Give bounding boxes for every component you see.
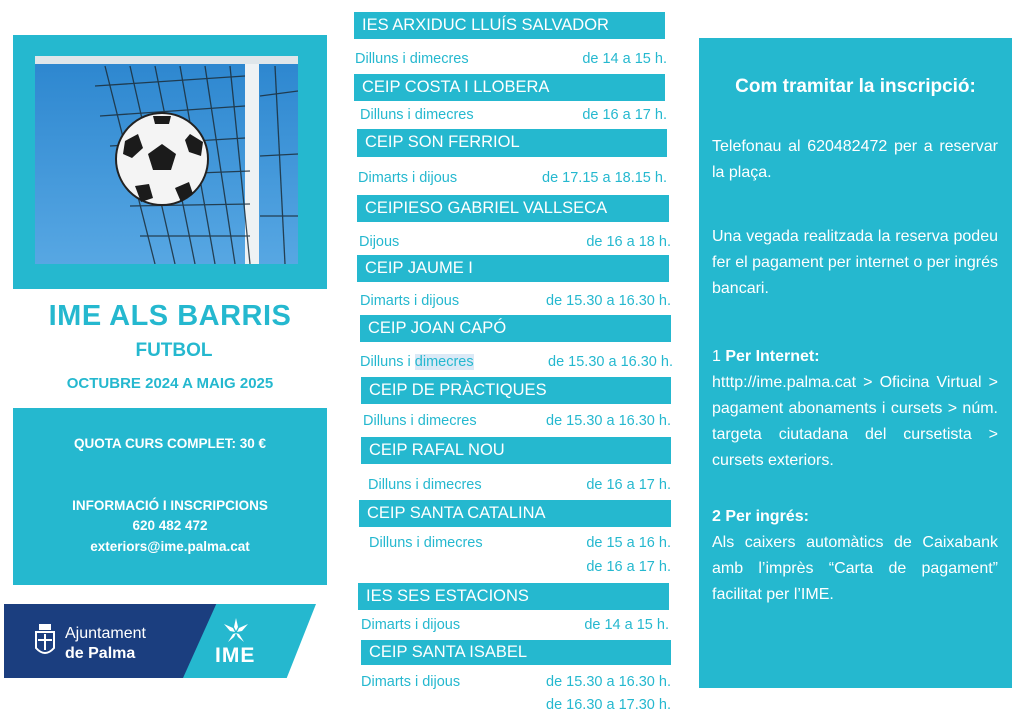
- ajuntament-logo-line2: de Palma: [65, 645, 136, 662]
- school-header: [354, 12, 665, 39]
- school-header: [354, 74, 665, 101]
- step-number: 1: [712, 348, 726, 365]
- school-header: [361, 640, 671, 665]
- payment-paragraph: Una vegada realitzada la reserva podeu fer el pagament per internet o per ingrés bancari.: [712, 228, 998, 297]
- school-name: IES SES ESTACIONS: [366, 587, 529, 605]
- school-days: Dilluns i dimecres: [363, 413, 477, 429]
- school-header: [358, 583, 669, 610]
- school-name: CEIP SANTA CATALINA: [367, 504, 546, 522]
- school-days: Dimarts i dijous: [361, 674, 461, 690]
- school-days: Dimarts i dijous: [358, 170, 458, 186]
- school-time: de 14 a 15 h.: [584, 617, 669, 633]
- school-time: de 16 a 17 h.: [586, 477, 671, 493]
- school-time: de 15.30 a 16.30 h.: [546, 293, 671, 309]
- school-name: CEIP SANTA ISABEL: [369, 643, 528, 661]
- school-days: Dilluns i dimecres: [355, 51, 469, 67]
- school-header: [360, 315, 671, 342]
- school-header: [359, 500, 671, 527]
- internet-paragraph: [712, 344, 998, 474]
- bank-body: Als caixers automàtics de Caixabank amb l’imprès “Carta de pagament” facilitat per l’IME.: [712, 534, 998, 603]
- info-title: INFORMACIÓ I INSCRIPCIONS: [72, 498, 268, 513]
- soccer-ball-icon: [116, 113, 208, 205]
- school-time: de 16 a 17 h.: [582, 107, 667, 123]
- school-days: [360, 354, 474, 370]
- page-title: IME ALS BARRIS: [48, 300, 292, 332]
- soccer-goal-photo: [35, 56, 298, 264]
- school-time: de 15.30 a 16.30 h.: [546, 674, 671, 690]
- registration-title: Com tramitar la inscripció:: [735, 76, 976, 97]
- school-days: Dilluns i dimecres: [369, 535, 483, 551]
- school-name: CEIP JAUME I: [365, 259, 473, 277]
- school-days: Dilluns i dimecres: [368, 477, 482, 493]
- palma-coat-of-arms-icon: [30, 622, 60, 667]
- info-email[interactable]: exteriors@ime.palma.cat: [90, 539, 250, 554]
- school-days: Dilluns i dimecres: [360, 107, 474, 123]
- school-time: de 17.15 a 18.15 h.: [542, 170, 667, 186]
- school-time: de 15.30 a 16.30 h.: [548, 354, 673, 370]
- school-days: Dijous: [359, 234, 400, 250]
- school-time: de 15 a 16 h.: [586, 535, 671, 551]
- school-name: CEIPIESO GABRIEL VALLSECA: [365, 199, 608, 217]
- season-dates: OCTUBRE 2024 A MAIG 2025: [66, 375, 274, 392]
- registration-panel: [699, 38, 1012, 688]
- school-name: IES ARXIDUC LLUÍS SALVADOR: [362, 16, 609, 34]
- bank-heading: 2 Per ingrés:: [712, 508, 809, 525]
- internet-heading: Per Internet:: [725, 348, 820, 365]
- sport-subtitle: FUTBOL: [135, 340, 213, 361]
- bank-paragraph: [712, 504, 998, 608]
- school-header: [361, 377, 671, 404]
- quota-text: QUOTA CURS COMPLET: 30 €: [73, 436, 267, 451]
- internet-body[interactable]: htttp://ime.palma.cat > Oficina Virtual > pagament abonaments i cursets > núm. targeta ciutadana del cursetista > cursets exteriors.: [712, 374, 998, 469]
- school-time: de 15.30 a 16.30 h.: [546, 413, 671, 429]
- school-name: CEIP JOAN CAPÓ: [368, 319, 507, 337]
- school-days: Dimarts i dijous: [360, 293, 460, 309]
- school-header: [361, 437, 671, 464]
- school-time: de 16 a 18 h.: [586, 234, 671, 250]
- ajuntament-logo-line1: Ajuntament: [65, 625, 146, 642]
- ime-logo-text: IME: [215, 644, 256, 667]
- school-header: [357, 195, 669, 222]
- school-name: CEIP SON FERRIOL: [365, 133, 520, 151]
- school-name: CEIP RAFAL NOU: [369, 441, 505, 459]
- school-header: [357, 129, 667, 157]
- highlighted-text[interactable]: dimecres: [414, 354, 474, 370]
- school-name: CEIP DE PRÀCTIQUES: [369, 381, 547, 399]
- school-time: de 16 a 17 h.: [586, 559, 671, 575]
- phone-paragraph: Telefonau al 620482472 per a reservar la plaça.: [712, 138, 998, 181]
- school-header: [357, 255, 669, 282]
- school-time: de 14 a 15 h.: [582, 51, 667, 67]
- school-days: Dimarts i dijous: [361, 617, 461, 633]
- info-phone: 620 482 472: [132, 518, 208, 533]
- school-time: de 16.30 a 17.30 h.: [546, 697, 671, 713]
- school-name: CEIP COSTA I LLOBERA: [362, 78, 550, 96]
- info-box: [13, 408, 327, 585]
- school-days-part: Dilluns i: [360, 354, 415, 370]
